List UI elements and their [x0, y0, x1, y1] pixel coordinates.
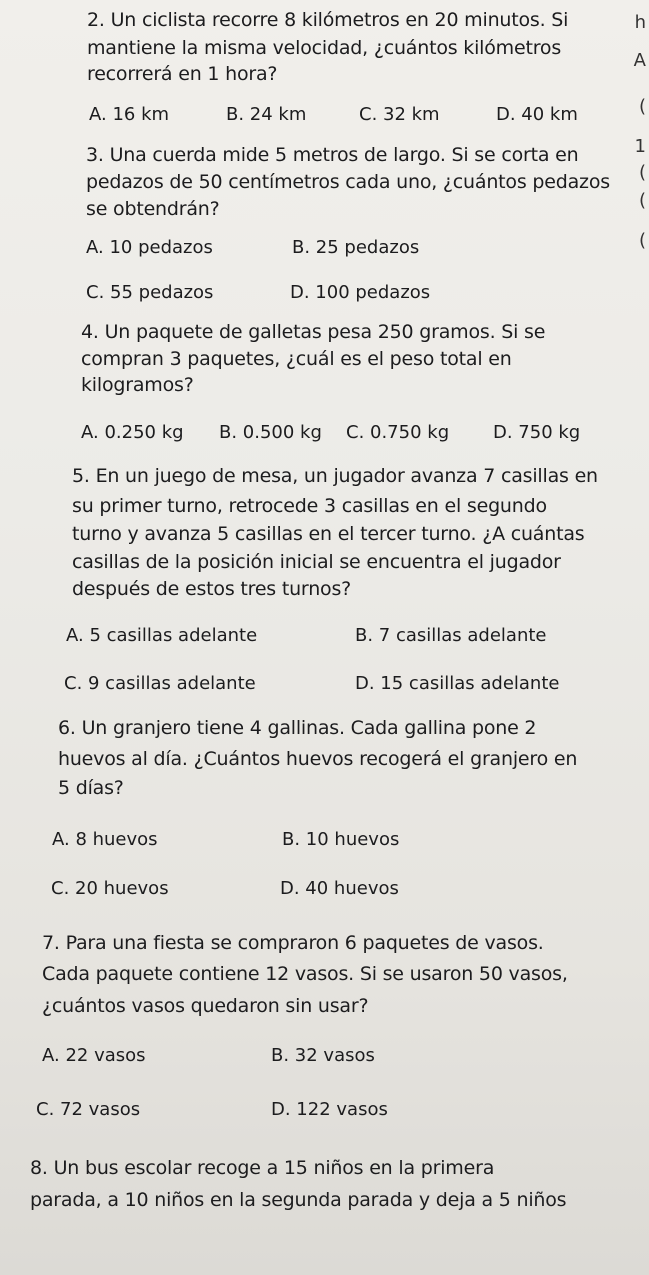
- option-b[interactable]: B. 7 casillas adelante: [355, 625, 547, 646]
- question-text-line: mantiene la misma velocidad, ¿cuántos kilómetros: [87, 37, 562, 59]
- edge-mark: (: [638, 190, 646, 211]
- question-text-line: 6. Un granjero tiene 4 gallinas. Cada gallina pone 2: [58, 717, 537, 739]
- question-text-line: 4. Un paquete de galletas pesa 250 gramos. Si se: [81, 321, 546, 343]
- question-text-line: se obtendrán?: [86, 198, 220, 220]
- question-text-line: turno y avanza 5 casillas en el tercer turno. ¿A cuántas: [72, 523, 585, 545]
- question-text-line: kilogramos?: [81, 374, 194, 396]
- option-a[interactable]: A. 0.250 kg: [81, 422, 184, 443]
- option-a[interactable]: A. 22 vasos: [42, 1045, 146, 1066]
- option-c[interactable]: C. 0.750 kg: [346, 422, 450, 443]
- option-c[interactable]: C. 9 casillas adelante: [64, 673, 256, 694]
- question-text-line: 5 días?: [58, 777, 124, 799]
- option-b[interactable]: B. 10 huevos: [282, 829, 400, 850]
- question-text-line: 2. Un ciclista recorre 8 kilómetros en 20 minutos. Si: [87, 9, 569, 31]
- option-d[interactable]: D. 15 casillas adelante: [355, 673, 560, 694]
- edge-mark: A: [633, 50, 646, 71]
- question-text-line: compran 3 paquetes, ¿cuál es el peso total en: [81, 348, 512, 370]
- edge-mark: (: [638, 230, 646, 251]
- option-b[interactable]: B. 32 vasos: [271, 1045, 375, 1066]
- question-text-line: 8. Un bus escolar recoge a 15 niños en la primera: [30, 1157, 495, 1179]
- edge-mark: (: [638, 96, 646, 117]
- option-b[interactable]: B. 0.500 kg: [219, 422, 322, 443]
- edge-mark: h: [634, 12, 646, 33]
- question-text-line: huevos al día. ¿Cuántos huevos recogerá el granjero en: [58, 748, 578, 770]
- edge-mark: (: [638, 162, 646, 183]
- question-text-line: 5. En un juego de mesa, un jugador avanza 7 casillas en: [72, 465, 598, 487]
- edge-mark: 1: [634, 136, 646, 157]
- option-a[interactable]: A. 8 huevos: [52, 829, 158, 850]
- option-a[interactable]: A. 5 casillas adelante: [66, 625, 258, 646]
- option-c[interactable]: C. 20 huevos: [51, 878, 169, 899]
- question-text-line: ¿cuántos vasos quedaron sin usar?: [42, 995, 369, 1017]
- option-a[interactable]: A. 10 pedazos: [86, 237, 213, 258]
- option-c[interactable]: C. 72 vasos: [36, 1099, 141, 1120]
- question-text-line: parada, a 10 niños en la segunda parada y deja a 5 niños: [30, 1189, 567, 1211]
- question-text-line: 7. Para una fiesta se compraron 6 paquetes de vasos.: [42, 932, 544, 954]
- option-d[interactable]: D. 40 huevos: [280, 878, 399, 899]
- question-text-line: después de estos tres turnos?: [72, 578, 352, 600]
- question-text-line: su primer turno, retrocede 3 casillas en el segundo: [72, 495, 547, 517]
- option-d[interactable]: D. 750 kg: [493, 422, 581, 443]
- option-c[interactable]: C. 32 km: [359, 104, 440, 125]
- option-d[interactable]: D. 122 vasos: [271, 1099, 388, 1120]
- option-b[interactable]: B. 24 km: [226, 104, 307, 125]
- question-text-line: Cada paquete contiene 12 vasos. Si se usaron 50 vasos,: [42, 963, 568, 985]
- question-text-line: casillas de la posición inicial se encuentra el jugador: [72, 551, 561, 573]
- option-d[interactable]: D. 40 km: [496, 104, 578, 125]
- question-text-line: 3. Una cuerda mide 5 metros de largo. Si se corta en: [86, 144, 579, 166]
- option-b[interactable]: B. 25 pedazos: [292, 237, 420, 258]
- option-c[interactable]: C. 55 pedazos: [86, 282, 214, 303]
- question-text-line: pedazos de 50 centímetros cada uno, ¿cuántos pedazos: [86, 171, 610, 193]
- option-a[interactable]: A. 16 km: [89, 104, 170, 125]
- option-d[interactable]: D. 100 pedazos: [290, 282, 431, 303]
- question-text-line: recorrerá en 1 hora?: [87, 63, 278, 85]
